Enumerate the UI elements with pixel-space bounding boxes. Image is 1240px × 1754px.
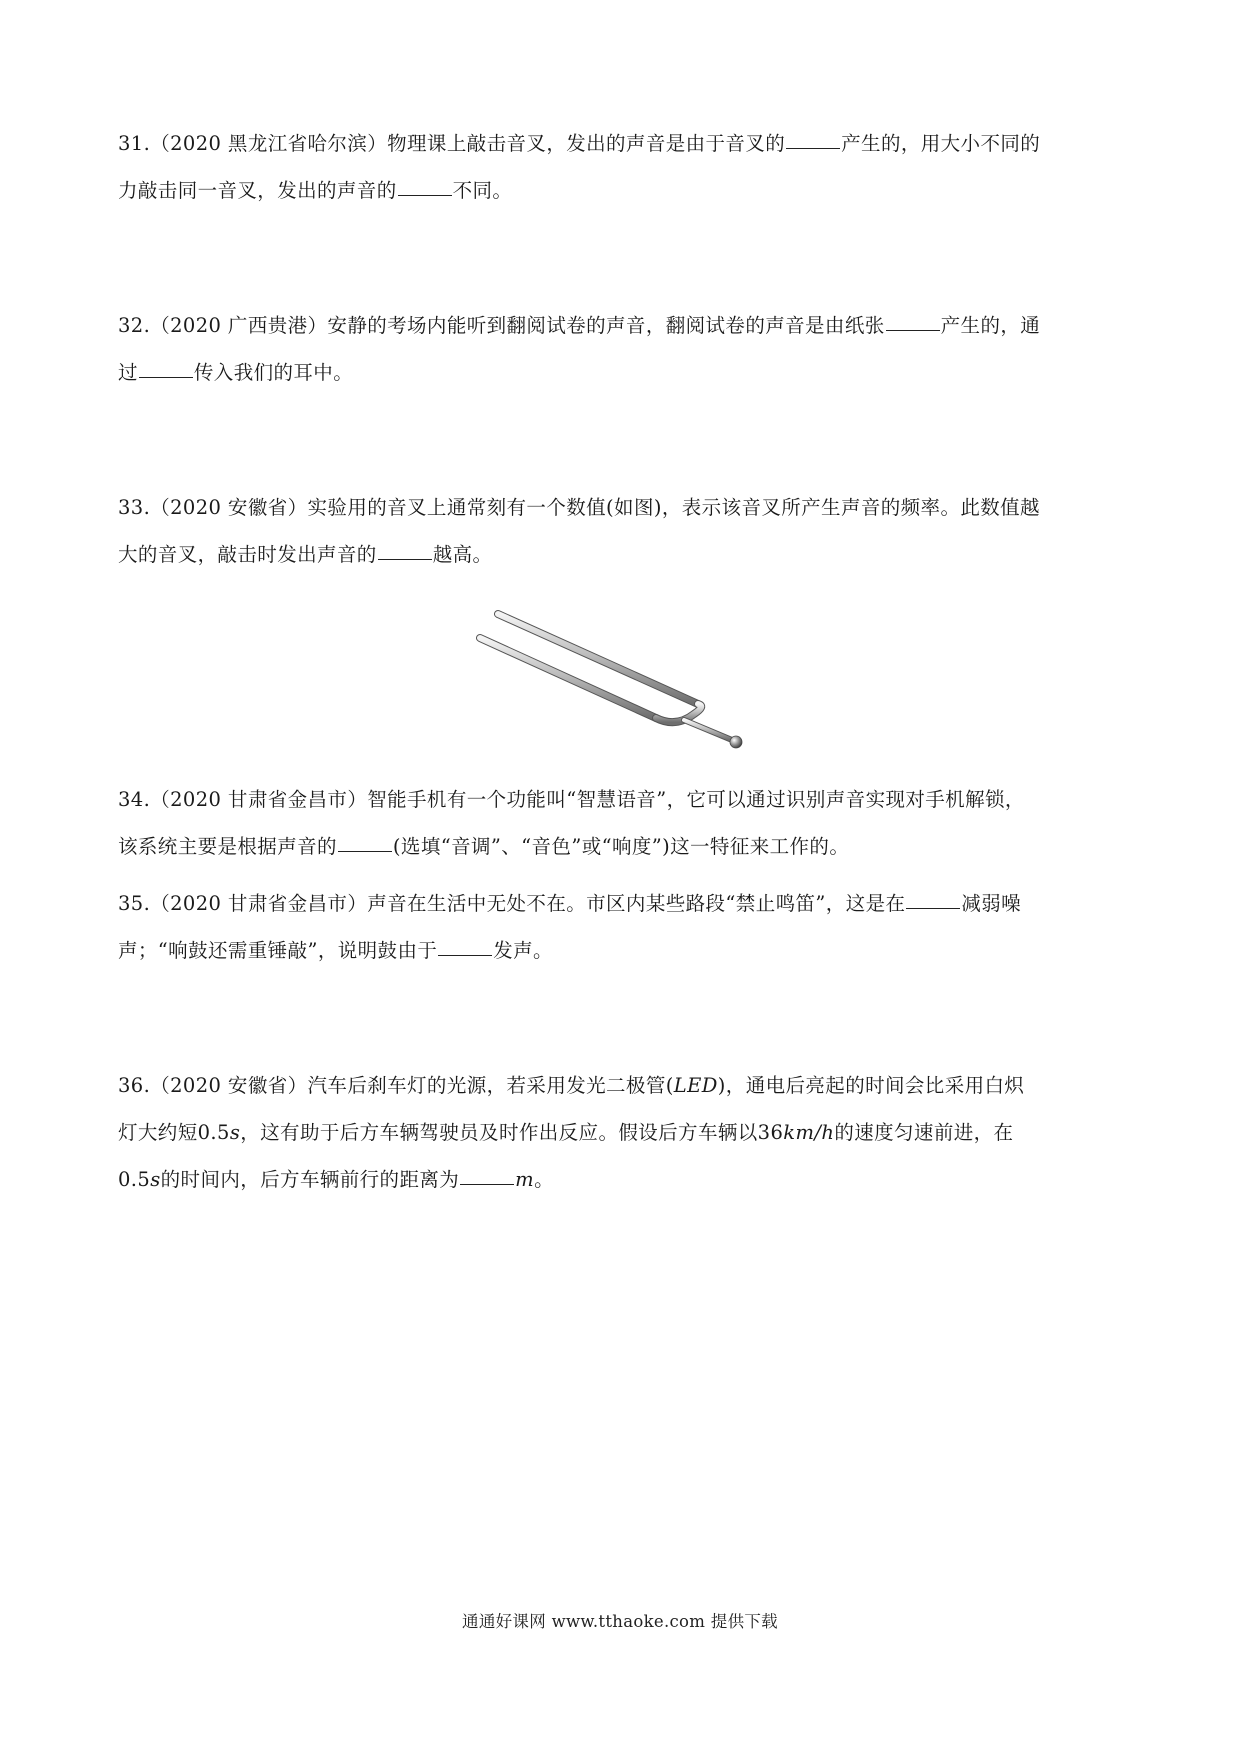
q31-text-a: 31.（2020 黑龙江省哈尔滨）物理课上敲击音叉，发出的声音是由于音叉的 (118, 132, 786, 155)
question-33 (118, 484, 1128, 578)
question-32 (118, 302, 1128, 396)
q36-num-speed: 36 (757, 1121, 784, 1144)
q36-unit-s-2: s (150, 1168, 161, 1191)
q36-math-led: LED (673, 1074, 718, 1097)
q36-text-c: 灯大约短 (118, 1121, 198, 1144)
q31-text-c: 力敲击同一音叉，发出的声音的 (118, 179, 397, 202)
answer-blank (886, 329, 940, 331)
answer-blank (378, 558, 432, 560)
q32-text-d: 传入我们的耳中。 (193, 361, 354, 384)
question-35 (118, 880, 1128, 974)
q34-text-b: (选填“音调”、“音色”或“响度”)这一特征来工作的。 (392, 835, 850, 858)
answer-blank (398, 194, 452, 196)
q36-text-e: 的速度匀速前进，在 (834, 1121, 1014, 1144)
q36-text-d: ，这有助于后方车辆驾驶员及时作出反应。假设后方车辆以 (240, 1121, 758, 1144)
question-36-line-2 (118, 1109, 1128, 1156)
q35-text-b: 减弱噪 (961, 892, 1022, 915)
q36-num-time: 0.5 (197, 1121, 230, 1144)
page-footer: 通通好课网 www.tthaoke.com 提供下载 (462, 1612, 778, 1631)
q33-text-a: 大的音叉，敲击时发出声音的 (118, 543, 377, 566)
answer-blank (906, 907, 960, 909)
q35-text-a: 35.（2020 甘肃省金昌市）声音在生活中无处不在。市区内某些路段“禁止鸣笛”，这是在 (118, 892, 906, 915)
q36-unit-m: m (515, 1168, 535, 1191)
question-32-line-2 (118, 349, 1128, 396)
q31-text-b: 产生的，用大小不同的 (841, 132, 1041, 155)
question-33-line-2 (118, 531, 1128, 578)
question-36-line-1 (118, 1062, 1128, 1109)
tuning-fork-figure (470, 600, 780, 755)
q31-text-d: 不同。 (452, 179, 513, 202)
q36-text-f: 的时间内，后方车辆前行的距离为 (160, 1168, 460, 1191)
answer-blank (338, 850, 392, 852)
question-34-line-2 (118, 823, 1128, 870)
question-34-line-1: 34.（2020 甘肃省金昌市）智能手机有一个功能叫“智慧语音”，它可以通过识别声音实现对手机解锁， (118, 788, 1025, 811)
q36-unit-kmh: km/h (783, 1121, 835, 1144)
question-33-line-1: 33.（2020 安徽省）实验用的音叉上通常刻有一个数值(如图)，表示该音叉所产生声音的频率。此数值越 (118, 496, 1040, 519)
answer-blank (460, 1183, 514, 1185)
question-31 (118, 120, 1128, 214)
q36-num-time-2: 0.5 (118, 1168, 151, 1191)
q33-text-b: 越高。 (432, 543, 493, 566)
q36-text-a: 36.（2020 安徽省）汽车后刹车灯的光源，若采用发光二极管( (118, 1074, 674, 1097)
q34-text-a: 该系统主要是根据声音的 (118, 835, 337, 858)
question-31-line-1 (118, 120, 1128, 167)
q32-text-c: 过 (118, 361, 138, 384)
q35-text-c: 声；“响鼓还需重锤敲”，说明鼓由于 (118, 939, 438, 962)
question-36-line-3 (118, 1156, 1128, 1203)
question-35-line-1 (118, 880, 1128, 927)
question-36 (118, 1062, 1128, 1203)
question-32-line-1 (118, 302, 1128, 349)
q35-text-d: 发声。 (493, 939, 553, 962)
question-34 (118, 776, 1128, 870)
answer-blank (139, 376, 193, 378)
q36-text-g: 。 (534, 1168, 554, 1191)
question-35-line-2 (118, 927, 1128, 974)
q36-text-b: )，通电后亮起的时间会比采用白炽 (717, 1074, 1025, 1097)
q32-text-a: 32.（2020 广西贵港）安静的考场内能听到翻阅试卷的声音，翻阅试卷的声音是由纸张 (118, 314, 885, 337)
question-31-line-2 (118, 167, 1128, 214)
q36-unit-s: s (229, 1121, 241, 1144)
answer-blank (438, 954, 492, 956)
answer-blank (786, 147, 840, 149)
q32-text-b: 产生的，通 (940, 314, 1041, 337)
tuning-fork-icon (470, 600, 780, 755)
